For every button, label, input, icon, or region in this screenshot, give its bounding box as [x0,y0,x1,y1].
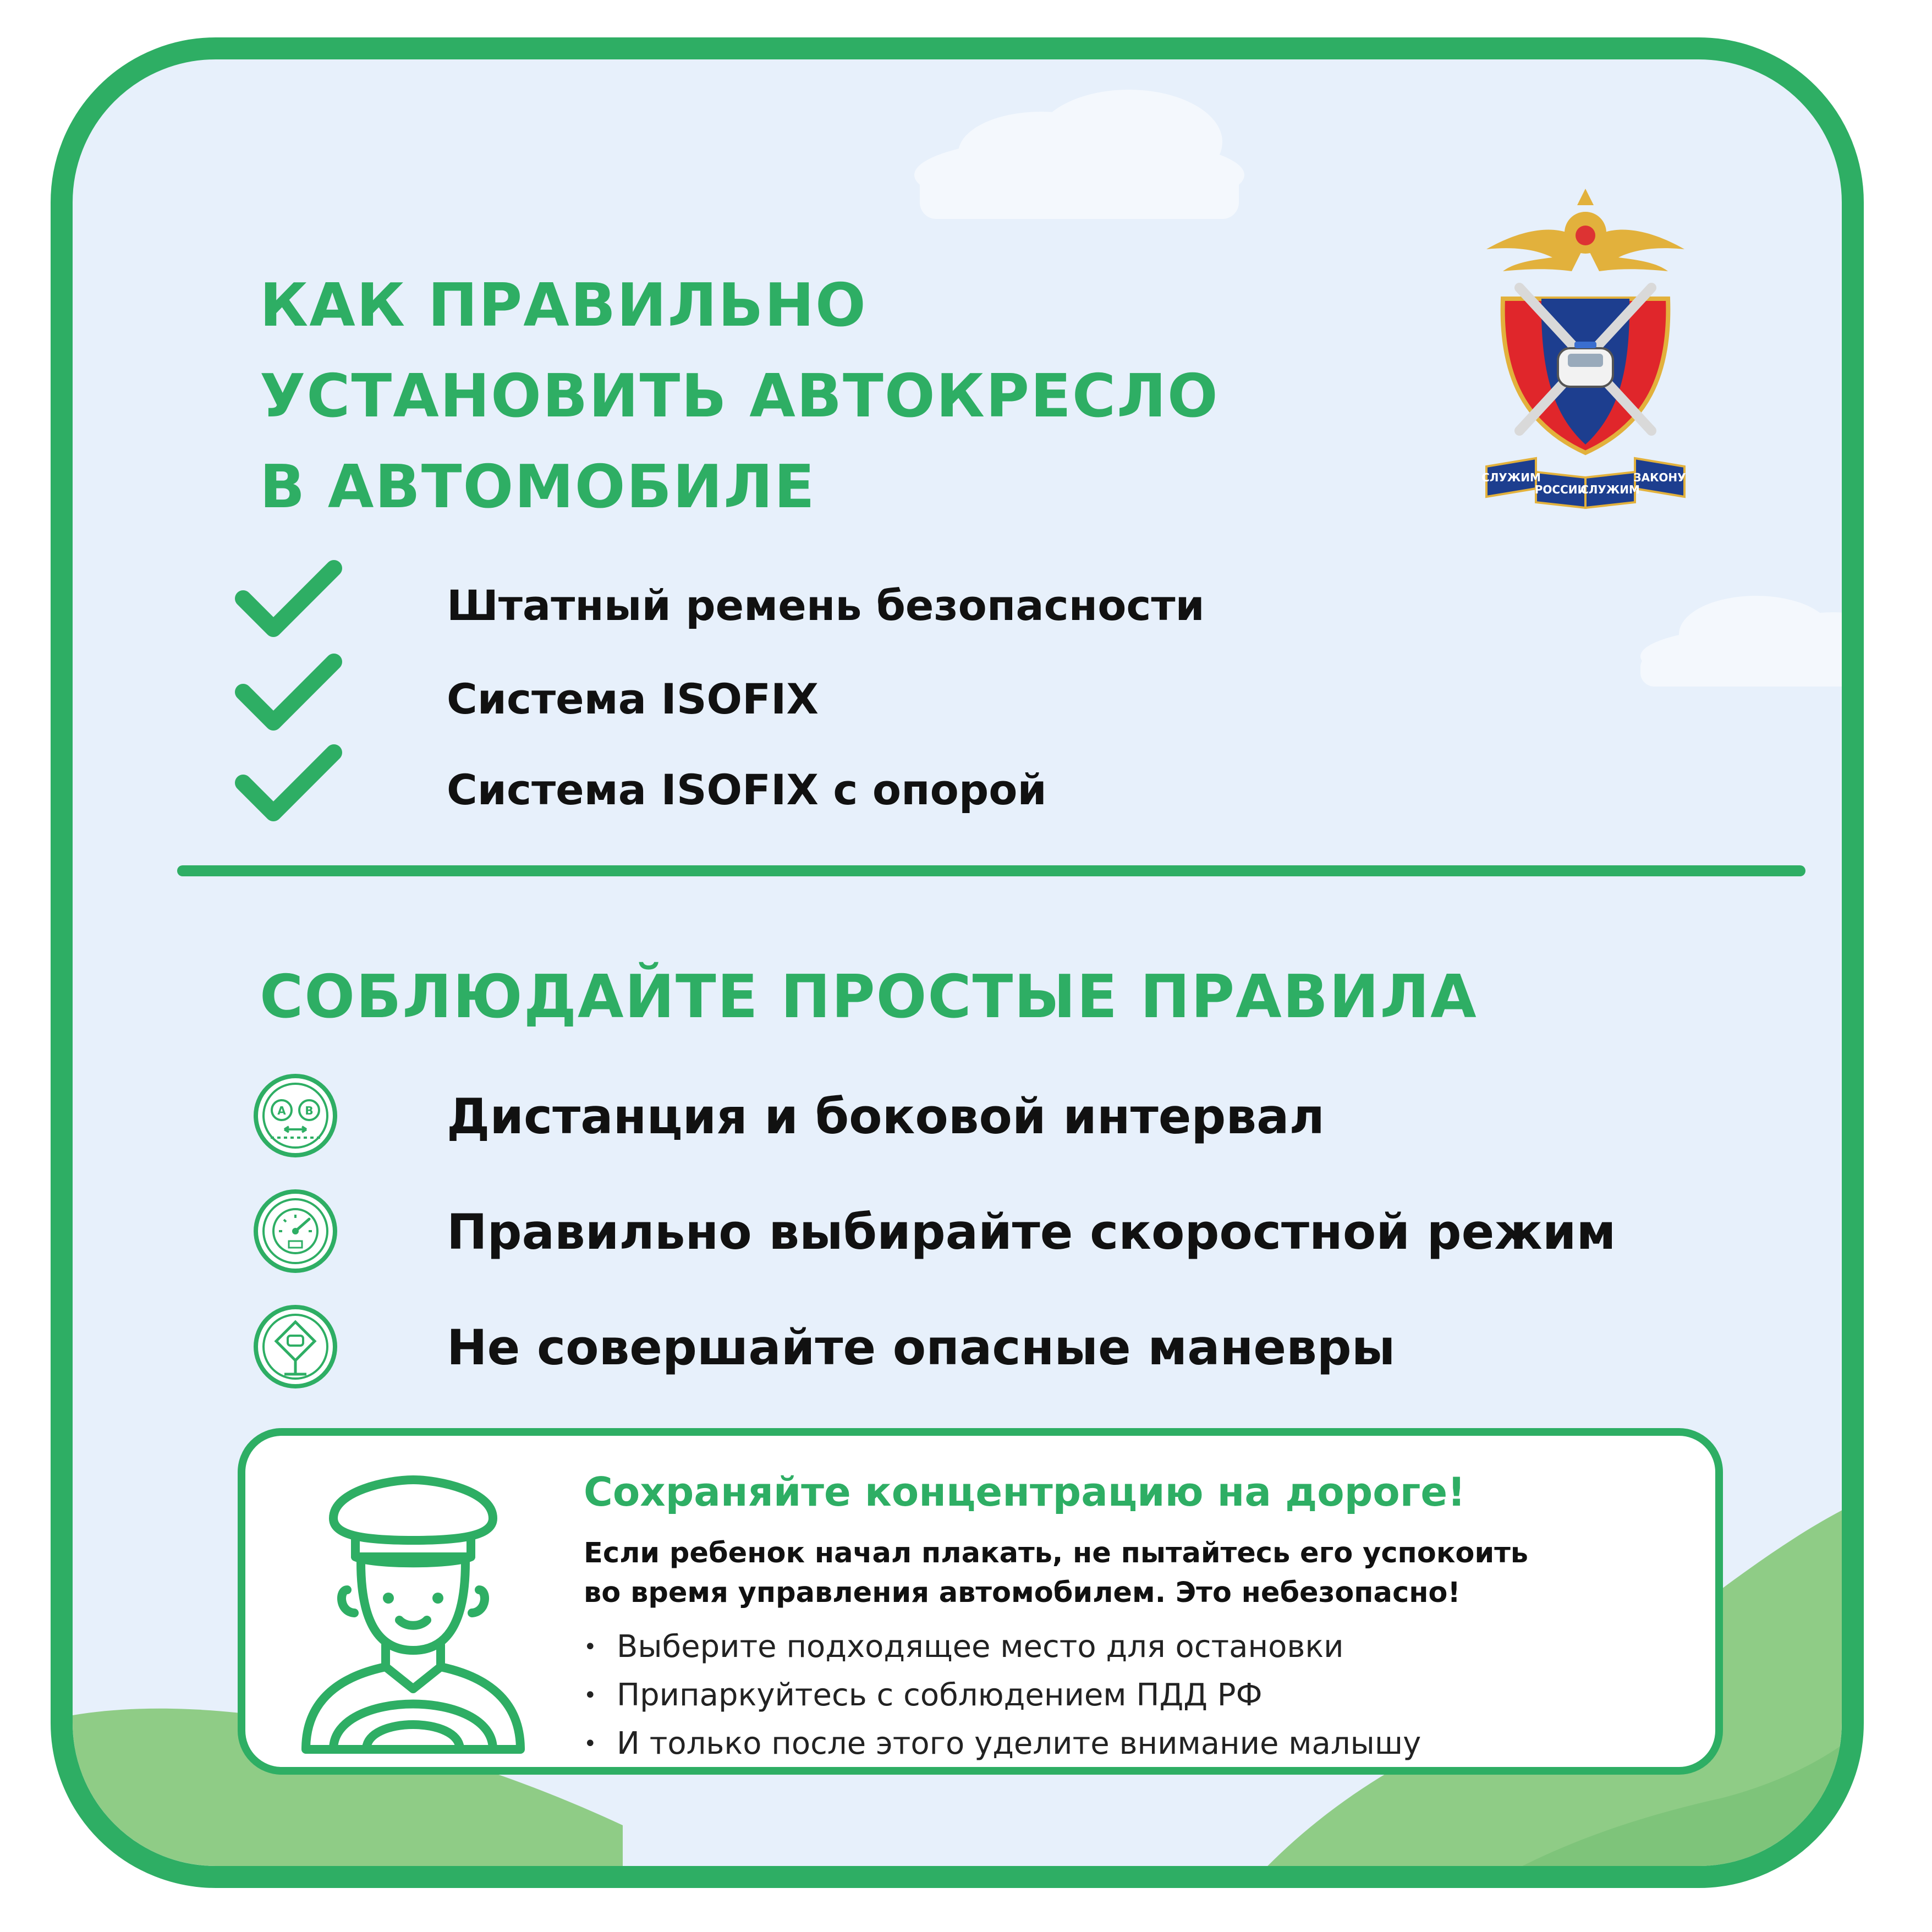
step-label: Выберите подходящее место для остановки [617,1629,1344,1665]
checkmark-icon [232,744,342,827]
list-item [251,1072,1737,1160]
ribbon-word-3: СЛУЖИМ [1580,483,1640,496]
point-b-label: B [305,1104,314,1117]
install-method-label: Штатный ремень безопасности [447,581,1205,630]
bullet: • [584,1683,597,1708]
ribbon-word-1: СЛУЖИМ [1481,471,1541,484]
cloud-top [914,90,1244,219]
list-item [251,1303,1737,1391]
point-a-label: A [277,1104,286,1117]
title-line-2: УСТАНОВИТЬ АВТОКРЕСЛО [260,362,1219,431]
checkmark-icon [232,560,342,643]
list-item [232,560,1662,643]
list-item [584,1623,1421,1671]
ribbon-word-4: ЗАКОНУ [1633,471,1686,484]
distance-ab-icon [251,1072,339,1160]
checkmark-icon [232,654,342,736]
install-method-label: Система ISOFIX с опорой [447,765,1047,814]
page-title [260,260,1219,533]
rule-label: Дистанция и боковой интервал [447,1088,1325,1145]
warning-sign-icon [251,1303,339,1391]
concentration-title: Сохраняйте концентрацию на дороге! [584,1469,1466,1515]
step-label: И только после этого уделите внимание малышу [617,1726,1421,1761]
list-item [584,1671,1421,1720]
step-label: Припаркуйтесь с соблюдением ПДД РФ [617,1677,1263,1713]
title-line-1: КАК ПРАВИЛЬНО [260,271,867,340]
concentration-description [584,1534,1684,1613]
rules-title: СОБЛЮДАЙТЕ ПРОСТЫЕ ПРАВИЛА [260,963,1478,1031]
concentration-steps [584,1623,1421,1768]
cloud-right [1640,596,1864,687]
ribbon-word-2: РОССИИ [1534,483,1587,496]
list-item [232,744,1662,827]
list-item [232,654,1662,736]
description-line-1: Если ребенок начал плакать, не пытайтесь его успокоить [584,1537,1529,1569]
section-divider [177,865,1805,876]
poster-card [51,37,1864,1888]
description-line-2: во время управления автомобилем. Это небезопасно! [584,1577,1461,1609]
title-line-3: В АВТОМОБИЛЕ [260,453,816,522]
list-item [584,1720,1421,1768]
list-item [251,1187,1737,1275]
concentration-card [238,1428,1723,1775]
bullet: • [584,1731,597,1757]
rule-label: Не совершайте опасные маневры [447,1319,1396,1376]
bullet: • [584,1634,597,1660]
install-method-label: Система ISOFIX [447,674,819,723]
traffic-police-emblem-icon [1481,167,1690,519]
speedometer-icon [251,1187,339,1275]
driver-icon [289,1469,537,1755]
rule-label: Правильно выбирайте скоростной режим [447,1204,1616,1260]
